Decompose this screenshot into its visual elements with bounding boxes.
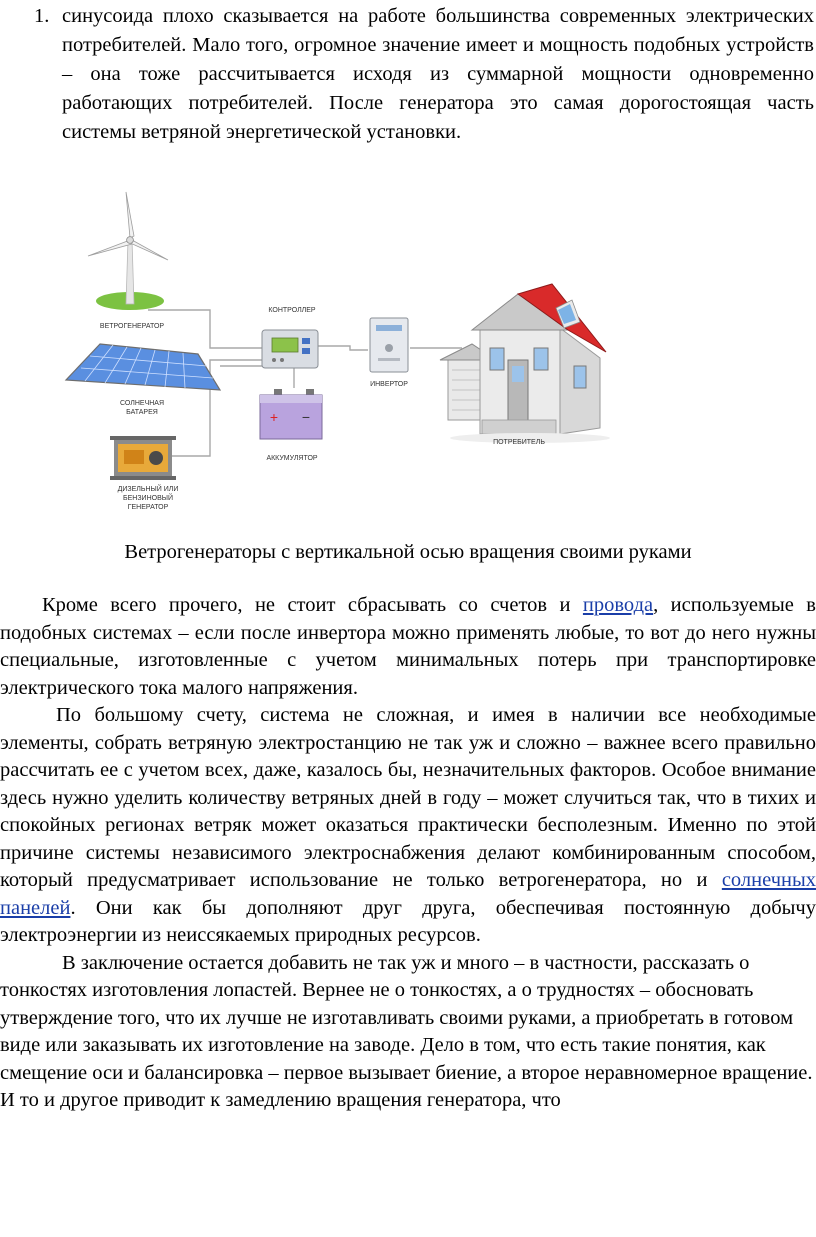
controller-icon bbox=[262, 330, 318, 368]
wires-link[interactable]: провода bbox=[582, 594, 654, 616]
label-solar-2: БАТАРЕЯ bbox=[126, 409, 158, 416]
solar-panel-icon bbox=[66, 344, 220, 390]
wind-power-system-diagram bbox=[60, 188, 620, 518]
list-number: 1. bbox=[34, 5, 50, 27]
paragraph-1-start: Кроме всего прочего, не стоит сбрасывать со счетов и bbox=[42, 594, 583, 616]
list-item-text: синусоида плохо сказывается на работе большинства современных электрических потребителей. Мало того, огромное значение имеет и мощность подобных устройств – она тоже рассчитывается исходя из суммарной мощности одновременно работающих потребителей. После генератора это самая дорогостоящая часть системы ветряной энергетической установки. bbox=[62, 5, 814, 143]
label-wind-generator: ВЕТРОГЕНЕРАТОР bbox=[99, 323, 165, 330]
label-diesel-2: БЕНЗИНОВЫЙ bbox=[123, 495, 173, 502]
paragraph-1-end: , используемые в подобных системах – если после инвертора можно применять любые, то вот до него нужны специальные, изготовленные с учетом минимальных потерь при транспортировке электрического тока малого напряжения. bbox=[0, 594, 816, 699]
figure-caption: Ветрогенераторы с вертикальной осью вращения своими руками bbox=[124, 541, 692, 563]
paragraph-3: В заключение остается добавить не так уж и много – в частности, рассказать о тонкостях изготовления лопастей. Вернее не о тонкостях, а о трудностях – обосновать утверждение того, что их лучше не изготавливать своими руками, а приобретать в готовом виде или заказывать их изготовление на заводе. Дело в том, что есть такие понятия, как смещение оси и балансировка – первое вызывает биение, а второе неравномерное вращение. И то и другое приводит к замедлению вращения генератора, что bbox=[0, 951, 813, 1111]
paragraph-1 bbox=[0, 592, 816, 702]
paragraph-2 bbox=[0, 702, 816, 950]
battery-plus-sign: + bbox=[269, 409, 279, 425]
label-consumer: ПОТРЕБИТЕЛЬ bbox=[493, 439, 545, 446]
house-icon bbox=[440, 284, 610, 443]
article-body bbox=[0, 592, 816, 1115]
label-solar-1: СОЛНЕЧНАЯ bbox=[119, 400, 165, 407]
battery-minus-sign: − bbox=[301, 409, 311, 425]
wind-turbine-icon bbox=[88, 192, 168, 310]
label-controller: КОНТРОЛЛЕР bbox=[268, 307, 316, 314]
battery-icon bbox=[260, 389, 322, 439]
inverter-icon bbox=[370, 318, 408, 372]
diesel-generator-icon bbox=[110, 436, 176, 480]
numbered-list-item bbox=[34, 2, 814, 147]
paragraph-2-start: По большому счету, система не сложная, и имея в наличии все необходимые элементы, собрать ветряную электростанцию не так уж и сложно – важнее всего правильно рассчитать ее с учетом всех, даже, казалось бы, незначительных факторов. Особое внимание здесь нужно уделить количеству ветряных дней в году – может случиться так, что в тихих и спокойных регионах ветряк может оказаться практически бесполезным. Именно по этой причине системы независимого электроснабжения делают комбинированным способом, который предусматривает использование не только ветрогенератора, но и bbox=[0, 704, 816, 891]
label-battery: АККУМУЛЯТОР bbox=[266, 455, 318, 462]
label-diesel-1: ДИЗЕЛЬНЫЙ ИЛИ bbox=[117, 486, 179, 493]
label-inverter: ИНВЕРТОР bbox=[370, 381, 408, 388]
label-diesel-3: ГЕНЕРАТОР bbox=[127, 504, 169, 511]
solar-panels-link[interactable]: солнечных панелей bbox=[0, 869, 816, 919]
paragraph-2-end: . Они как бы дополняют друг друга, обеспечивая постоянную добычу электроэнергии из неиссякаемых природных ресурсов. bbox=[0, 896, 816, 946]
